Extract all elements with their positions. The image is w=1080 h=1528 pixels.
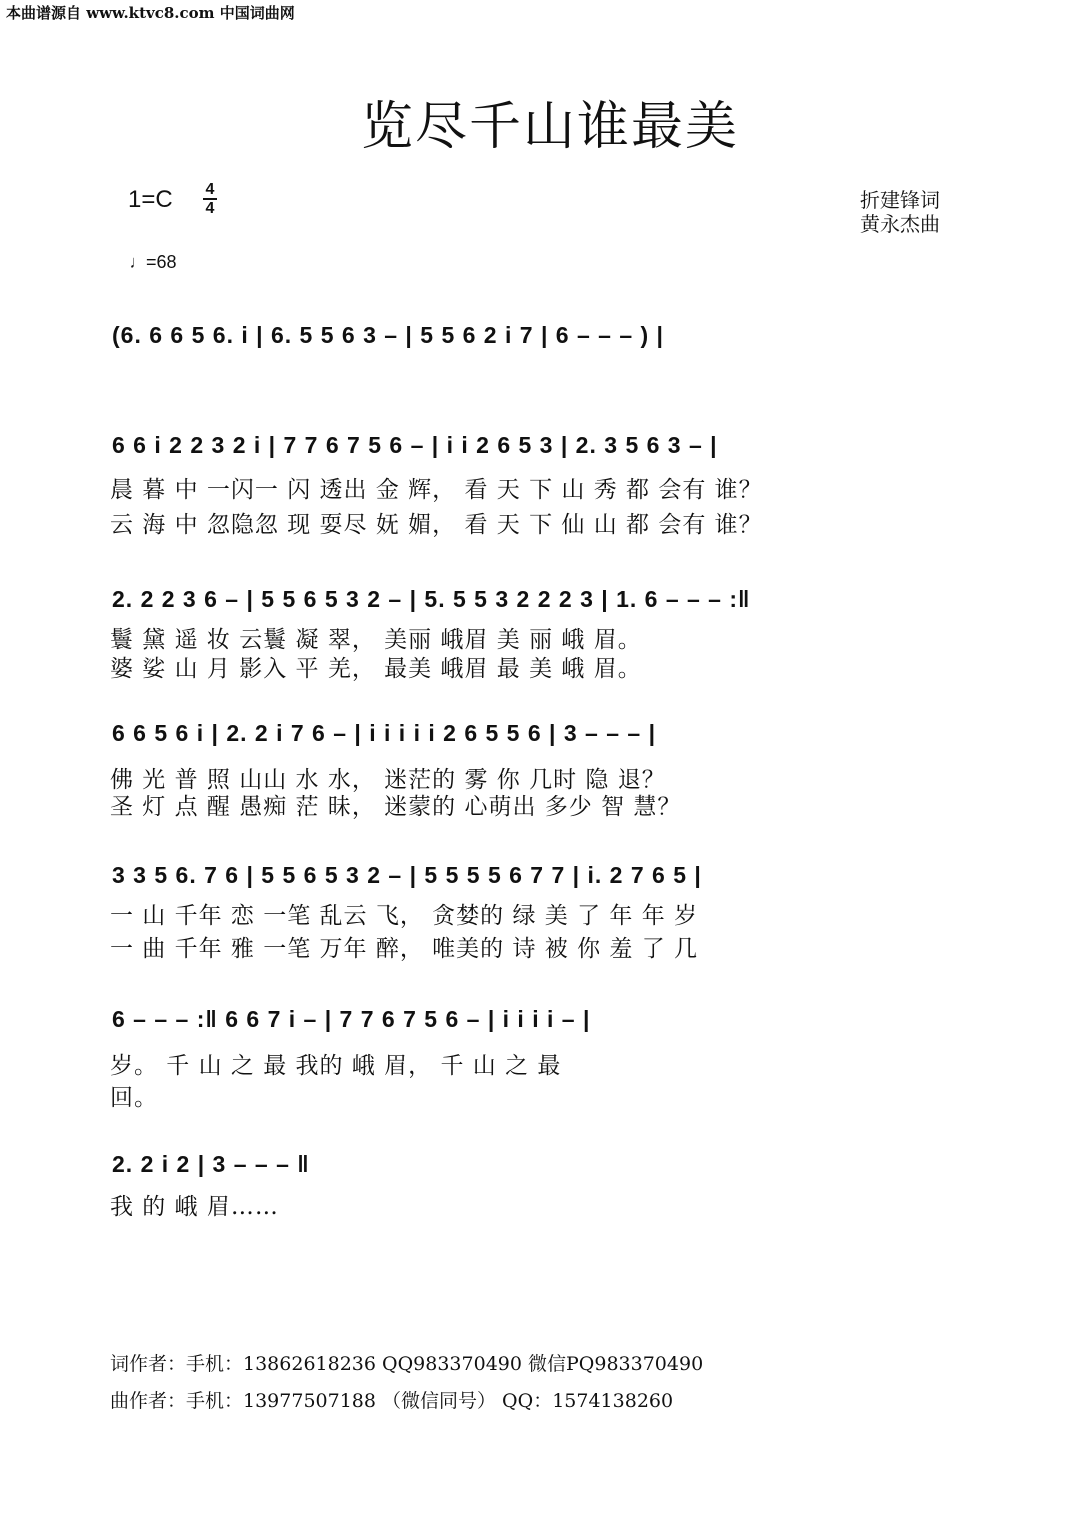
key-signature: 1=C — [128, 186, 173, 213]
line2-lyric-verse2: 婆 娑 山 月 影入 平 羌， 最美 峨眉 最 美 峨 眉。 — [110, 656, 642, 682]
lyricist-contact: 词作者：手机：13862618236 QQ983370490 微信PQ983370490 — [110, 1353, 704, 1375]
intro-notes: (6. 6 6 5 6. i | 6. 5 5 6 3 – | 5 5 6 2 i 7 | 6 – – – ) | — [112, 322, 664, 348]
line3-lyric-verse1: 佛 光 普 照 山山 水 水， 迷茫的 雾 你 几时 隐 退？ — [110, 767, 666, 793]
composer-credit: 黄永杰曲 — [860, 212, 940, 236]
line5-notes: 6 – – – :‖ 6 6 7 i – | 7 7 6 7 5 6 – | i i i i – | — [112, 1006, 591, 1032]
credits — [860, 188, 940, 236]
line4-lyric-verse2: 一 曲 千年 雅 一笔 万年 醉， 唯美的 诗 被 你 羞 了 几 — [110, 936, 699, 962]
lyricist-credit: 折建锋词 — [860, 188, 940, 212]
line3-notes: 6 6 5 6 i | 2. 2 i 7 6 – | i i i i i 2 6 5 5 6 | 3 – – – | — [112, 720, 657, 746]
composer-contact: 曲作者：手机：13977507188 （微信同号） QQ：1574138260 — [110, 1390, 674, 1412]
time-denominator: 4 — [205, 200, 215, 217]
song-title: 览尽千山谁最美 — [360, 97, 739, 157]
time-signature — [202, 181, 218, 217]
line6-notes: 2. 2 i 2 | 3 – – – ‖ — [112, 1151, 310, 1177]
time-numerator: 4 — [205, 181, 215, 198]
line2-notes: 2. 2 2 3 6 – | 5 5 6 5 3 2 – | 5. 5 5 3 2 2 2 3 | 1. 6 – – – :‖ — [112, 586, 751, 612]
line4-notes: 3 3 5 6. 7 6 | 5 5 6 5 3 2 – | 5 5 5 5 6 7 7 | i. 2 7 6 5 | — [112, 862, 702, 888]
line1-lyric-verse2: 云 海 中 忽隐忽 现 耍尽 妩 媚， 看 天 下 仙 山 都 会有 谁？ — [110, 512, 763, 538]
line3-lyric-verse2: 圣 灯 点 醒 愚痴 茫 昧， 迷蒙的 心萌出 多少 智 慧？ — [110, 794, 682, 820]
line6-lyric: 我 的 峨 眉…… — [110, 1194, 279, 1220]
line1-lyric-verse1: 晨 暮 中 一闪一 闪 透出 金 辉， 看 天 下 山 秀 都 会有 谁？ — [110, 477, 763, 503]
tempo-value: =68 — [146, 252, 177, 272]
tempo-marking — [128, 252, 177, 273]
line2-lyric-verse1: 鬟 黛 遥 妆 云鬟 凝 翠， 美丽 峨眉 美 丽 峨 眉。 — [110, 627, 642, 653]
quarter-note-icon: ♩ — [129, 252, 145, 272]
source-note: 本曲谱源自 www.ktvc8.com 中国词曲网 — [6, 4, 295, 22]
line5-lyric-verse2: 回。 — [110, 1085, 158, 1111]
line1-notes: 6 6 i 2 2 3 2 i | 7 7 6 7 5 6 – | i i 2 6 5 3 | 2. 3 5 6 3 – | — [112, 432, 718, 458]
line5-lyric-verse1: 岁。 千 山 之 最 我的 峨 眉， 千 山 之 最 — [110, 1053, 562, 1079]
line4-lyric-verse1: 一 山 千年 恋 一笔 乱云 飞， 贪婪的 绿 美 了 年 年 岁 — [110, 903, 699, 929]
